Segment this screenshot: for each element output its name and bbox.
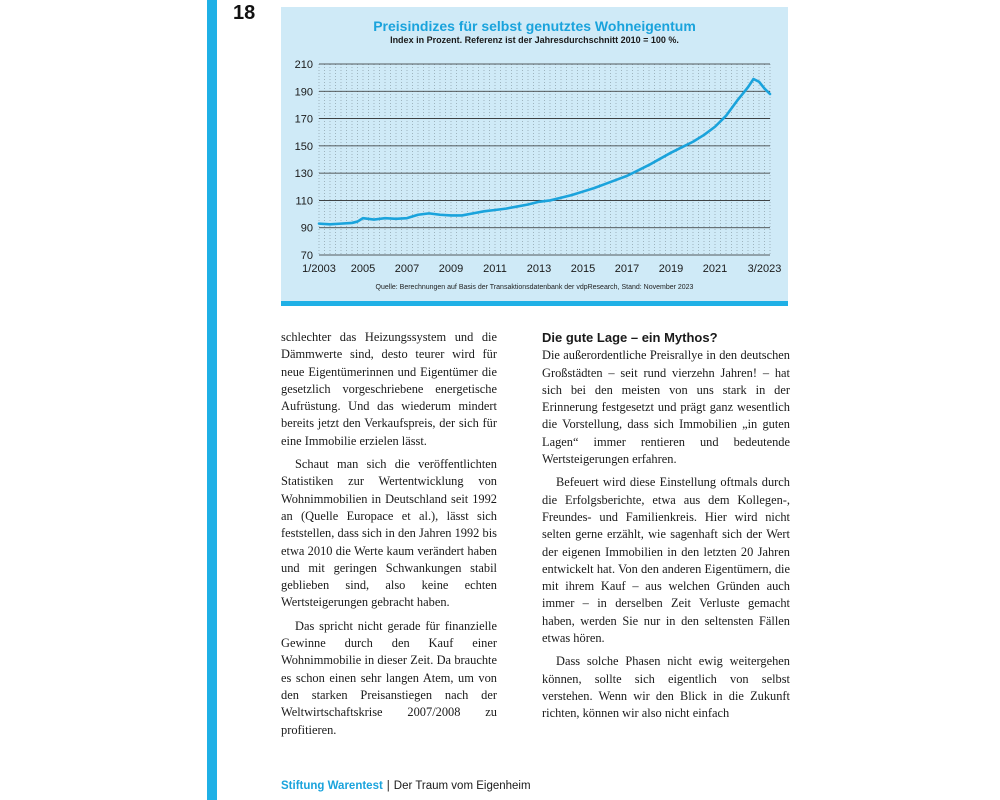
x-tick-label: 2013 bbox=[526, 263, 552, 275]
y-tick-label: 170 bbox=[294, 113, 313, 126]
right-paragraph-2: Befeuert wird diese Einstellung oftmals durch die Erfolgsberichte, etwa aus dem Kollegen-, Freundes- und Familienkreis. Hier wird nicht selten gerne erzählt, wie sagenhaft sich der Wert der eigenen Immobilien in den letzten 20 Jahren entwickelt hat. Von den anderen Eigentümern, die mit ihrem Kauf – aus welchen Gründen auch immer – in derselben Zeit Verluste gemacht haben, werden Sie nur in den seltensten Fällen etwas hören. bbox=[542, 475, 790, 646]
y-tick-label: 150 bbox=[294, 140, 313, 153]
x-tick-label: 1/2003 bbox=[302, 263, 336, 275]
y-tick-label: 130 bbox=[294, 168, 313, 181]
y-tick-label: 210 bbox=[294, 59, 313, 71]
x-tick-label: 3/2023 bbox=[747, 263, 782, 275]
footer-separator: | bbox=[386, 780, 390, 792]
page-number: 18 bbox=[233, 2, 256, 24]
section-heading: Die gute Lage – ein Mythos? bbox=[542, 330, 718, 345]
left-paragraph-2: Schaut man sich die veröffentlichten Statistiken zur Wertentwicklung von Wohnimmobilien in Deutschland seit 1992 an (Quelle Europace et al.), lässt sich feststellen, dass sich in den Jahren 1992 bis etwa 2010 die Werte kaum verändert haben und mit geringen Schwankungen stabil geblieben sind, also keine echten Wertsteigerungen gebracht haben. bbox=[281, 457, 497, 610]
x-tick-label: 2011 bbox=[483, 263, 507, 275]
x-tick-label: 2009 bbox=[438, 263, 464, 275]
side-accent-bar bbox=[207, 0, 217, 800]
y-tick-label: 110 bbox=[295, 195, 313, 208]
footer-book-title: Der Traum vom Eigenheim bbox=[393, 780, 531, 792]
x-tick-label: 2015 bbox=[570, 263, 596, 275]
right-paragraph-3: Dass solche Phasen nicht ewig weitergehen können, sollte sich eigentlich von selbst verstehen. Wenn wir den Blick in die Zukunft richten, können wir also nicht einfach bbox=[542, 654, 790, 721]
x-tick-label: 2021 bbox=[702, 263, 728, 275]
y-tick-label: 190 bbox=[294, 86, 313, 99]
y-tick-label: 90 bbox=[300, 222, 313, 235]
left-text-column bbox=[281, 329, 497, 745]
x-tick-label: 2007 bbox=[394, 263, 420, 275]
x-tick-label: 2005 bbox=[350, 263, 376, 275]
page-footer bbox=[281, 780, 531, 792]
y-tick-label: 70 bbox=[300, 250, 313, 262]
x-tick-label: 2019 bbox=[658, 263, 684, 275]
left-paragraph-1: schlechter das Heizungssystem und die Dämmwerte sind, desto teurer wird für neue Eigentümerinnen und Eigentümer die gesetzlich vorgeschriebene energetische Aufrüstung. Und das wiederum mindert bereits jetzt den Verkaufspreis, der sich für eine Immobilie erzielen lässt. bbox=[281, 330, 497, 448]
x-tick-label: 2017 bbox=[614, 263, 640, 275]
chart-underline bbox=[281, 301, 788, 306]
price-index-chart bbox=[281, 7, 788, 301]
chart-panel bbox=[281, 7, 788, 301]
right-paragraph-1: Die außerordentliche Preisrallye in den deutschen Großstädten – seit rund vierzehn Jahren! – hat sich bei den meisten von uns stark in der Erinnerung festgesetzt und prägt ganz wesentlich die Vorstellung, dass sich Immobilien „in guten Lagen“ immer rentieren und bedeutende Wertsteigerungen erfahren. bbox=[542, 348, 790, 467]
left-paragraph-3: Das spricht nicht gerade für finanzielle Gewinne durch den Kauf einer Wohnimmobilie in dieser Zeit. Da brauchte es schon einen sehr langen Atem, um von den starken Preisanstiegen nach der Weltwirtschaftskrise 2007/2008 zu profitieren. bbox=[281, 618, 497, 737]
footer-brand: Stiftung Warentest bbox=[281, 780, 383, 792]
right-text-column bbox=[542, 329, 790, 729]
chart-title: Preisindizes für selbst genutztes Wohneigentum bbox=[373, 18, 696, 34]
chart-source: Quelle: Berechnungen auf Basis der Transaktionsdatenbank der vdpResearch, Stand: November 2023 bbox=[375, 284, 694, 291]
chart-subtitle: Index in Prozent. Referenz ist der Jahresdurchschnitt 2010 = 100 %. bbox=[390, 35, 679, 45]
